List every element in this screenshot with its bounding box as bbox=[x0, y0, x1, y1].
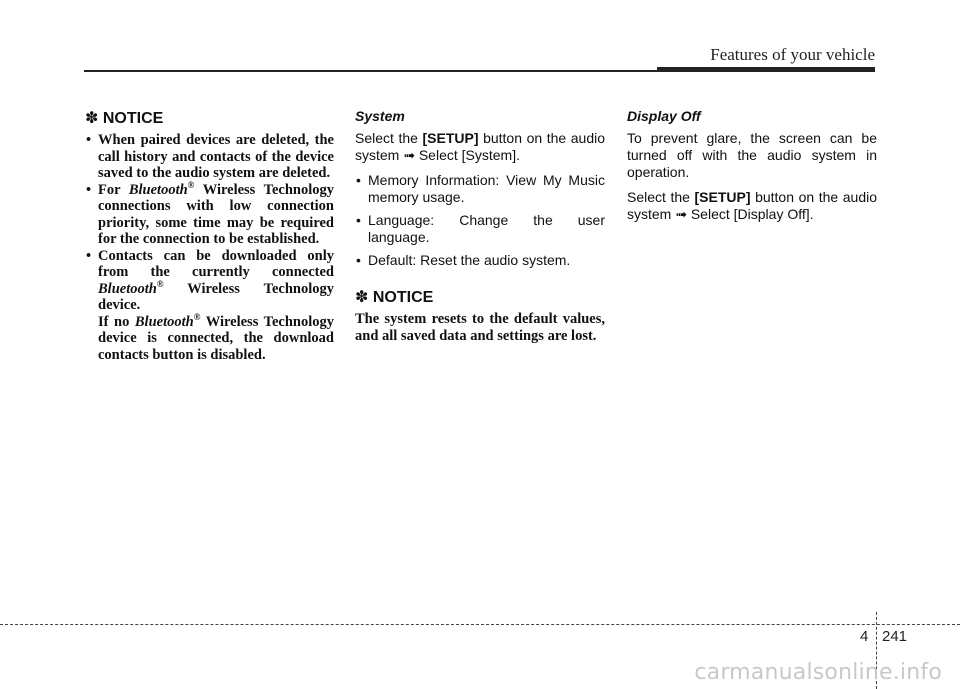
notice-list bbox=[85, 132, 334, 363]
display-off-description: To prevent glare, the screen can be turned off with the audio system in operation. bbox=[627, 130, 877, 180]
notice-item-deleted-devices bbox=[85, 132, 334, 182]
notice-item-low-priority bbox=[85, 179, 334, 248]
instruction-text: Select the bbox=[627, 189, 695, 205]
registered-mark: ® bbox=[187, 179, 195, 190]
display-off-instruction bbox=[627, 189, 877, 223]
notice-text: When paired devices are deleted, the call history and contacts of the device saved to the audio system are deleted. bbox=[98, 132, 334, 181]
chapter-number: 4 bbox=[860, 628, 869, 645]
section-heading-display-off: Display Off bbox=[627, 108, 701, 124]
system-notice bbox=[355, 287, 605, 344]
running-header-title: Features of your vehicle bbox=[710, 45, 875, 64]
list-item: • Language: Change the user language. bbox=[355, 212, 605, 246]
system-body bbox=[355, 130, 605, 269]
notice-item-contacts bbox=[85, 248, 334, 364]
setup-button-label: [SETUP] bbox=[422, 130, 479, 146]
notice-text: The system resets to the default values, and all saved data and settings are lost. bbox=[355, 311, 605, 344]
system-instruction bbox=[355, 130, 605, 164]
notice-text: Wireless Technology device. bbox=[98, 280, 334, 313]
instruction-text: Select the bbox=[355, 130, 423, 146]
bluetooth-brand: Bluetooth bbox=[134, 313, 194, 330]
column-notice-bluetooth bbox=[85, 108, 334, 363]
registered-mark: ® bbox=[193, 311, 201, 322]
registered-mark: ® bbox=[156, 278, 164, 289]
list-item: • Default: Reset the audio system. bbox=[355, 252, 605, 269]
notice-text: Contacts can be downloaded only from the currently connected bbox=[98, 247, 334, 280]
bluetooth-brand: Bluetooth bbox=[128, 181, 188, 198]
header-rule bbox=[84, 70, 875, 72]
notice-text: Wireless Technology device is connected, the download contacts button is disabled. bbox=[98, 313, 334, 363]
display-off-body bbox=[627, 130, 877, 223]
notice-text: For bbox=[98, 181, 129, 198]
footer-rule bbox=[0, 624, 960, 625]
notice-heading: ✽ NOTICE bbox=[85, 110, 164, 127]
notice-text: If no bbox=[98, 313, 135, 330]
system-options-list bbox=[355, 172, 605, 269]
watermark: carmanualsonline.info bbox=[694, 660, 942, 685]
instruction-text: button on the audio system ➟ Select [Display Off]. bbox=[627, 189, 877, 222]
setup-button-label: [SETUP] bbox=[694, 189, 751, 205]
list-item: • Memory Information: View My Music memory usage. bbox=[355, 172, 605, 206]
column-system bbox=[355, 108, 605, 344]
bluetooth-brand: Bluetooth bbox=[98, 280, 157, 297]
notice-heading: ✽ NOTICE bbox=[355, 289, 434, 306]
page-number: 241 bbox=[882, 628, 908, 645]
section-heading-system: System bbox=[355, 108, 405, 124]
instruction-text: button on the audio system ➟ Select [System]. bbox=[355, 130, 605, 163]
column-display-off bbox=[627, 108, 877, 231]
notice-text: Wireless Technology connections with low connection priority, some time may be required for the connection to be established. bbox=[98, 181, 334, 247]
